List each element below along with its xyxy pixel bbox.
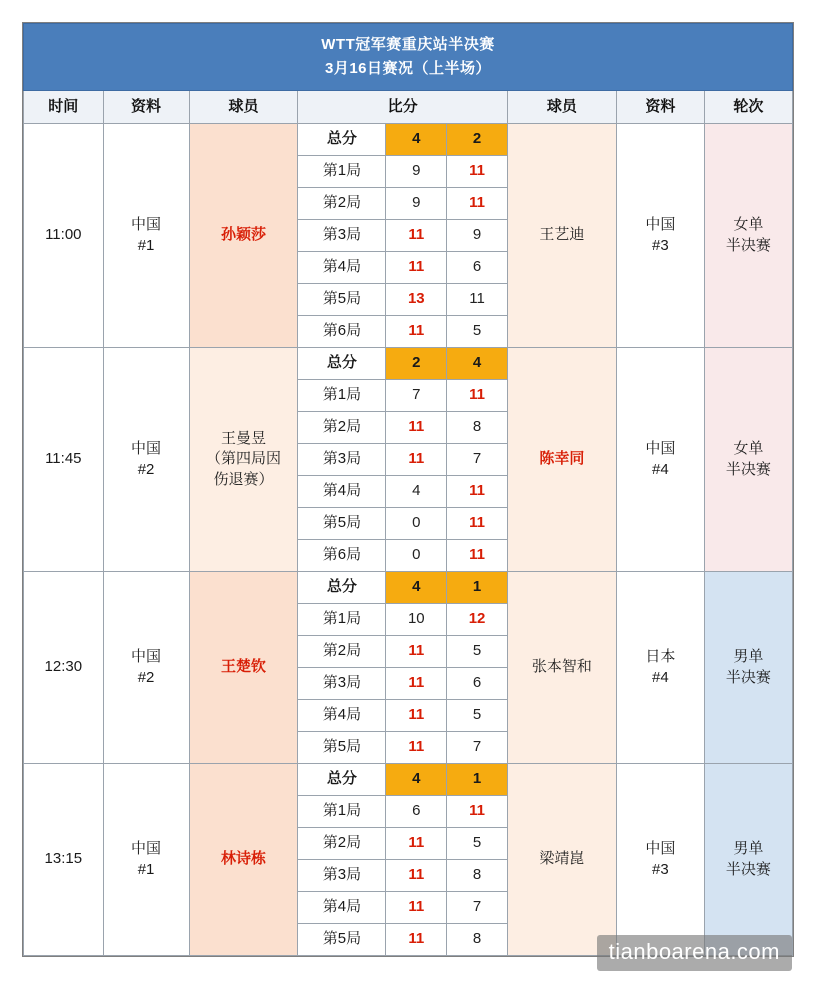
header-score: 比分 (298, 91, 507, 124)
game-score-left: 6 (386, 796, 447, 828)
total-score-right: 1 (447, 764, 508, 796)
game-score-right: 11 (447, 476, 508, 508)
game-score-right: 5 (447, 636, 508, 668)
game-score-right: 5 (447, 700, 508, 732)
game-score-left: 11 (386, 252, 447, 284)
game-score-right: 9 (447, 220, 508, 252)
header-row (24, 91, 793, 124)
game-label: 第2局 (298, 636, 386, 668)
game-score-right: 11 (447, 540, 508, 572)
total-score-left: 4 (386, 572, 447, 604)
game-score-left: 11 (386, 892, 447, 924)
game-score-right: 11 (447, 796, 508, 828)
game-score-left: 11 (386, 732, 447, 764)
header-info-right: 资料 (616, 91, 704, 124)
game-score-left: 9 (386, 156, 447, 188)
round-label: 男单 半决赛 (704, 572, 792, 764)
game-label: 第5局 (298, 924, 386, 956)
player-left: 王楚钦 (189, 572, 298, 764)
total-score-right: 2 (447, 124, 508, 156)
game-score-left: 11 (386, 860, 447, 892)
player-left: 林诗栋 (189, 764, 298, 956)
info-right: 中国 #3 (616, 764, 704, 956)
game-score-left: 11 (386, 668, 447, 700)
game-score-left: 11 (386, 700, 447, 732)
total-label: 总分 (298, 348, 386, 380)
game-label: 第4局 (298, 476, 386, 508)
game-score-left: 11 (386, 924, 447, 956)
table-row (24, 348, 793, 380)
game-label: 第5局 (298, 508, 386, 540)
match-time: 11:45 (24, 348, 104, 572)
game-score-right: 5 (447, 316, 508, 348)
game-label: 第5局 (298, 284, 386, 316)
game-label: 第2局 (298, 828, 386, 860)
round-label: 男单 半决赛 (704, 764, 792, 956)
game-score-left: 13 (386, 284, 447, 316)
header-time: 时间 (24, 91, 104, 124)
game-score-right: 11 (447, 156, 508, 188)
results-table (23, 23, 793, 956)
game-score-left: 10 (386, 604, 447, 636)
game-label: 第3局 (298, 668, 386, 700)
total-label: 总分 (298, 124, 386, 156)
player-left: 王曼昱 （第四局因 伤退赛） (189, 348, 298, 572)
match-time: 11:00 (24, 124, 104, 348)
player-right: 梁靖崑 (507, 764, 616, 956)
game-score-right: 6 (447, 252, 508, 284)
info-right: 中国 #3 (616, 124, 704, 348)
round-label: 女单 半决赛 (704, 348, 792, 572)
table-row (24, 764, 793, 796)
results-sheet (22, 22, 794, 957)
title-line-2: 3月16日赛况（上半场） (324, 59, 492, 77)
game-score-left: 11 (386, 636, 447, 668)
round-label: 女单 半决赛 (704, 124, 792, 348)
game-label: 第1局 (298, 796, 386, 828)
game-score-left: 9 (386, 188, 447, 220)
game-score-right: 8 (447, 412, 508, 444)
game-score-left: 4 (386, 476, 447, 508)
game-score-left: 0 (386, 508, 447, 540)
total-label: 总分 (298, 764, 386, 796)
game-score-left: 11 (386, 828, 447, 860)
info-right: 日本 #4 (616, 572, 704, 764)
game-label: 第1局 (298, 604, 386, 636)
info-left: 中国 #2 (103, 348, 189, 572)
game-score-left: 11 (386, 220, 447, 252)
player-right: 王艺迪 (507, 124, 616, 348)
player-right: 张本智和 (507, 572, 616, 764)
game-label: 第6局 (298, 316, 386, 348)
player-right: 陈幸同 (507, 348, 616, 572)
total-score-left: 4 (386, 764, 447, 796)
total-score-right: 4 (447, 348, 508, 380)
player-left: 孙颖莎 (189, 124, 298, 348)
game-score-right: 5 (447, 828, 508, 860)
page-title (24, 24, 793, 91)
game-label: 第4局 (298, 252, 386, 284)
game-label: 第2局 (298, 412, 386, 444)
table-row (24, 124, 793, 156)
match-time: 12:30 (24, 572, 104, 764)
header-player-right: 球员 (507, 91, 616, 124)
game-label: 第1局 (298, 156, 386, 188)
info-left: 中国 #1 (103, 764, 189, 956)
game-label: 第2局 (298, 188, 386, 220)
game-label: 第1局 (298, 380, 386, 412)
game-score-right: 8 (447, 860, 508, 892)
total-score-left: 4 (386, 124, 447, 156)
game-score-right: 7 (447, 892, 508, 924)
game-label: 第5局 (298, 732, 386, 764)
game-label: 第6局 (298, 540, 386, 572)
game-score-left: 11 (386, 412, 447, 444)
watermark: tianboarena.com (597, 935, 792, 971)
game-score-right: 8 (447, 924, 508, 956)
game-score-left: 11 (386, 316, 447, 348)
game-score-right: 11 (447, 380, 508, 412)
match-time: 13:15 (24, 764, 104, 956)
table-body (24, 24, 793, 956)
game-label: 第3局 (298, 860, 386, 892)
game-label: 第4局 (298, 892, 386, 924)
total-label: 总分 (298, 572, 386, 604)
title-line-1: WTT冠军赛重庆站半决赛 (321, 36, 495, 54)
game-score-right: 11 (447, 188, 508, 220)
game-score-right: 7 (447, 444, 508, 476)
table-row (24, 572, 793, 604)
title-row (24, 24, 793, 91)
game-score-right: 11 (447, 508, 508, 540)
game-label: 第3局 (298, 220, 386, 252)
game-score-left: 0 (386, 540, 447, 572)
header-info-left: 资料 (103, 91, 189, 124)
header-round: 轮次 (704, 91, 792, 124)
game-score-left: 7 (386, 380, 447, 412)
info-left: 中国 #2 (103, 572, 189, 764)
game-score-left: 11 (386, 444, 447, 476)
total-score-left: 2 (386, 348, 447, 380)
total-score-right: 1 (447, 572, 508, 604)
game-score-right: 6 (447, 668, 508, 700)
game-label: 第3局 (298, 444, 386, 476)
game-score-right: 7 (447, 732, 508, 764)
info-left: 中国 #1 (103, 124, 189, 348)
game-label: 第4局 (298, 700, 386, 732)
game-score-right: 12 (447, 604, 508, 636)
game-score-right: 11 (447, 284, 508, 316)
info-right: 中国 #4 (616, 348, 704, 572)
header-player-left: 球员 (189, 91, 298, 124)
